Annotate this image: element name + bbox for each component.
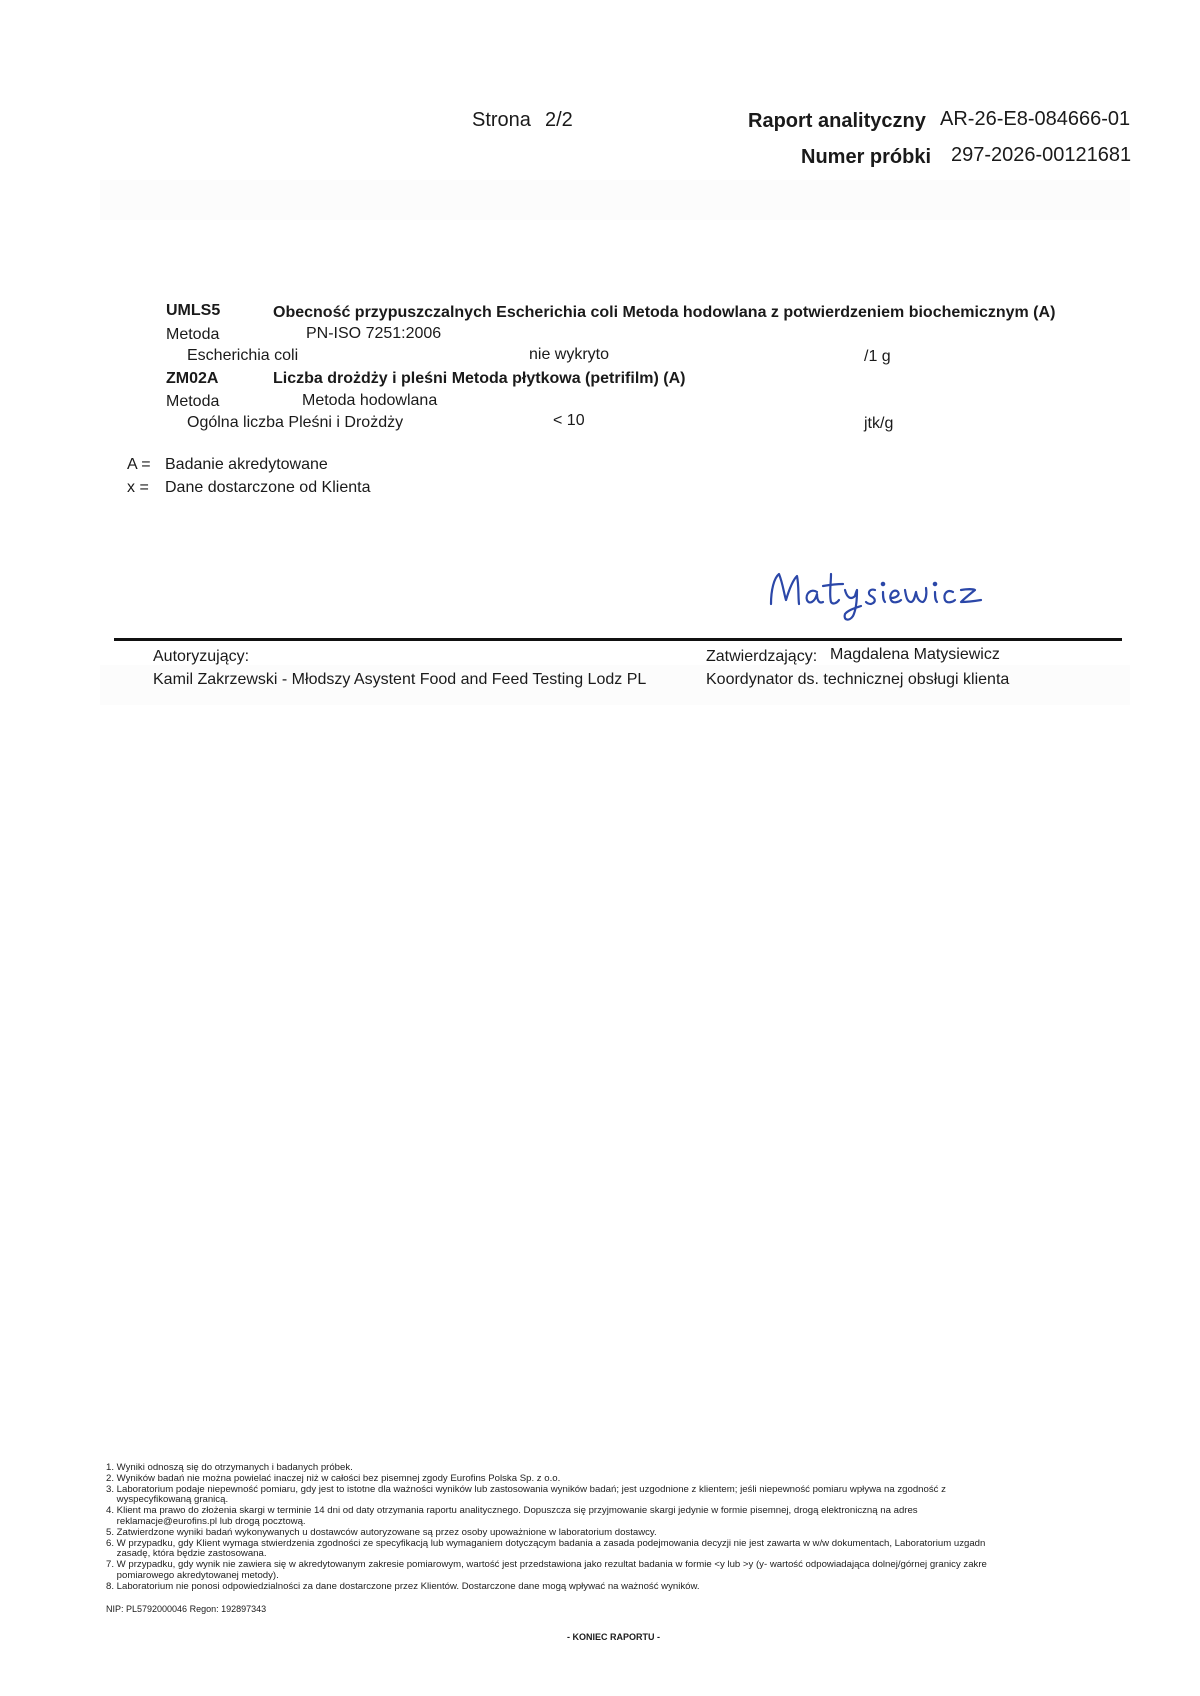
result-value: < 10 [553,412,585,429]
approver-role: Koordynator ds. technicznej obsługi klienta [706,671,1010,688]
result-unit: jtk/g [864,415,894,432]
company-ids: NIP: PL5792000046 Regon: 192897343 [106,1604,267,1614]
footnote: 1. Wyniki odnoszą się do otrzymanych i badanych próbek. [106,1463,353,1473]
footnotes [106,1463,1122,1593]
footnote: pomiarowego akredytowanej metody). [106,1569,279,1581]
test-title: Obecność przypuszczalnych Escherichia coli Metoda hodowlana z potwierdzeniem biochemicznym (A) [273,304,1056,321]
footnote: zasadę, która będzie zastosowana. [106,1548,267,1560]
footnote: 7. W przypadku, gdy wynik nie zawiera się w akredytowanym zakresie pomiarowym, wartość jest przedstawiona jako rezultat badania w formie <y lub >y (y- wartość odpowiadająca dolnej/górnej granicy zakre [106,1559,987,1571]
report-number: AR-26-E8-084666-01 [940,108,1131,130]
sample-label: Numer próbki [801,146,932,168]
method-label: Metoda [166,393,220,410]
authorizer-label: Autoryzujący: [153,648,250,665]
method-value: PN-ISO 7251:2006 [306,325,442,342]
legend-key: A = [127,456,151,473]
page-value: 2/2 [545,109,573,131]
method-label: Metoda [166,326,220,343]
end-of-report: - KONIEC RAPORTU - [567,1632,660,1642]
footnote: 6. W przypadku, gdy Klient wymaga stwierdzenia zgodności ze specyfikacją lub wymaganiem dotyczącym badania a zasada podejmowania decyzji nie jest zawarta w w/w dokumentach, Laboratorium uzgadn [106,1537,986,1549]
authorizer-name: Kamil Zakrzewski - Młodszy Asystent Food and Feed Testing Lodz PL [153,671,647,688]
footnote: 2. Wyników badań nie można powielać inaczej niż w całości bez pisemnej zgody Eurofins Polska Sp. z o.o. [106,1472,561,1484]
footnote: 4. Klient ma prawo do złożenia skargi w terminie 14 dni od daty otrzymania raportu analitycznego. Dopuszcza się przyjmowanie skargi jedynie w formie pisemnej, drogą elektroniczną na adres [106,1505,918,1517]
handwritten-signature [765,560,1005,626]
test-code: UMLS5 [166,302,221,319]
legend-key: x = [127,479,149,496]
approver-name: Magdalena Matysiewicz [830,646,1000,663]
signature-divider [114,638,1122,641]
parameter-name: Ogólna liczba Pleśni i Drożdży [187,414,404,431]
sample-number: 297-2026-00121681 [951,144,1132,166]
page-label: Strona [472,109,531,131]
legend-text: Dane dostarczone od Klienta [165,479,371,496]
footnote: reklamacje@eurofins.pl lub drogą pocztową. [106,1515,306,1527]
footnote: wyspecyfikowaną granicą. [106,1494,229,1506]
test-code: ZM02A [166,370,219,387]
parameter-name: Escherichia coli [187,347,299,364]
test-title: Liczba drożdży i pleśni Metoda płytkowa (petrifilm) (A) [273,370,686,387]
footnote: 5. Zatwierdzone wyniki badań wykonywanych u dostawców autoryzowane są przez osoby upoważnione w laboratorium dostawcy. [106,1526,657,1538]
method-value: Metoda hodowlana [302,392,438,409]
report-label: Raport analityczny [748,110,926,132]
result-unit: /1 g [864,348,891,365]
approver-label: Zatwierdzający: [706,648,818,665]
footnote: 3. Laboratorium podaje niepewność pomiaru, gdy jest to istotne dla ważności wyników lub zastosowania wyników badań; jest uzgodnione z klientem; jeśli niepewność pomiaru wpływa na zgodność z [106,1483,946,1495]
result-value: nie wykryto [529,346,610,363]
legend-text: Badanie akredytowane [165,456,328,473]
footnote: 8. Laboratorium nie ponosi odpowiedzialności za dane dostarczone przez Klientów. Dostarczone dane mogą wpływać na ważność wyników. [106,1580,700,1592]
scan-artifact [100,180,1130,220]
